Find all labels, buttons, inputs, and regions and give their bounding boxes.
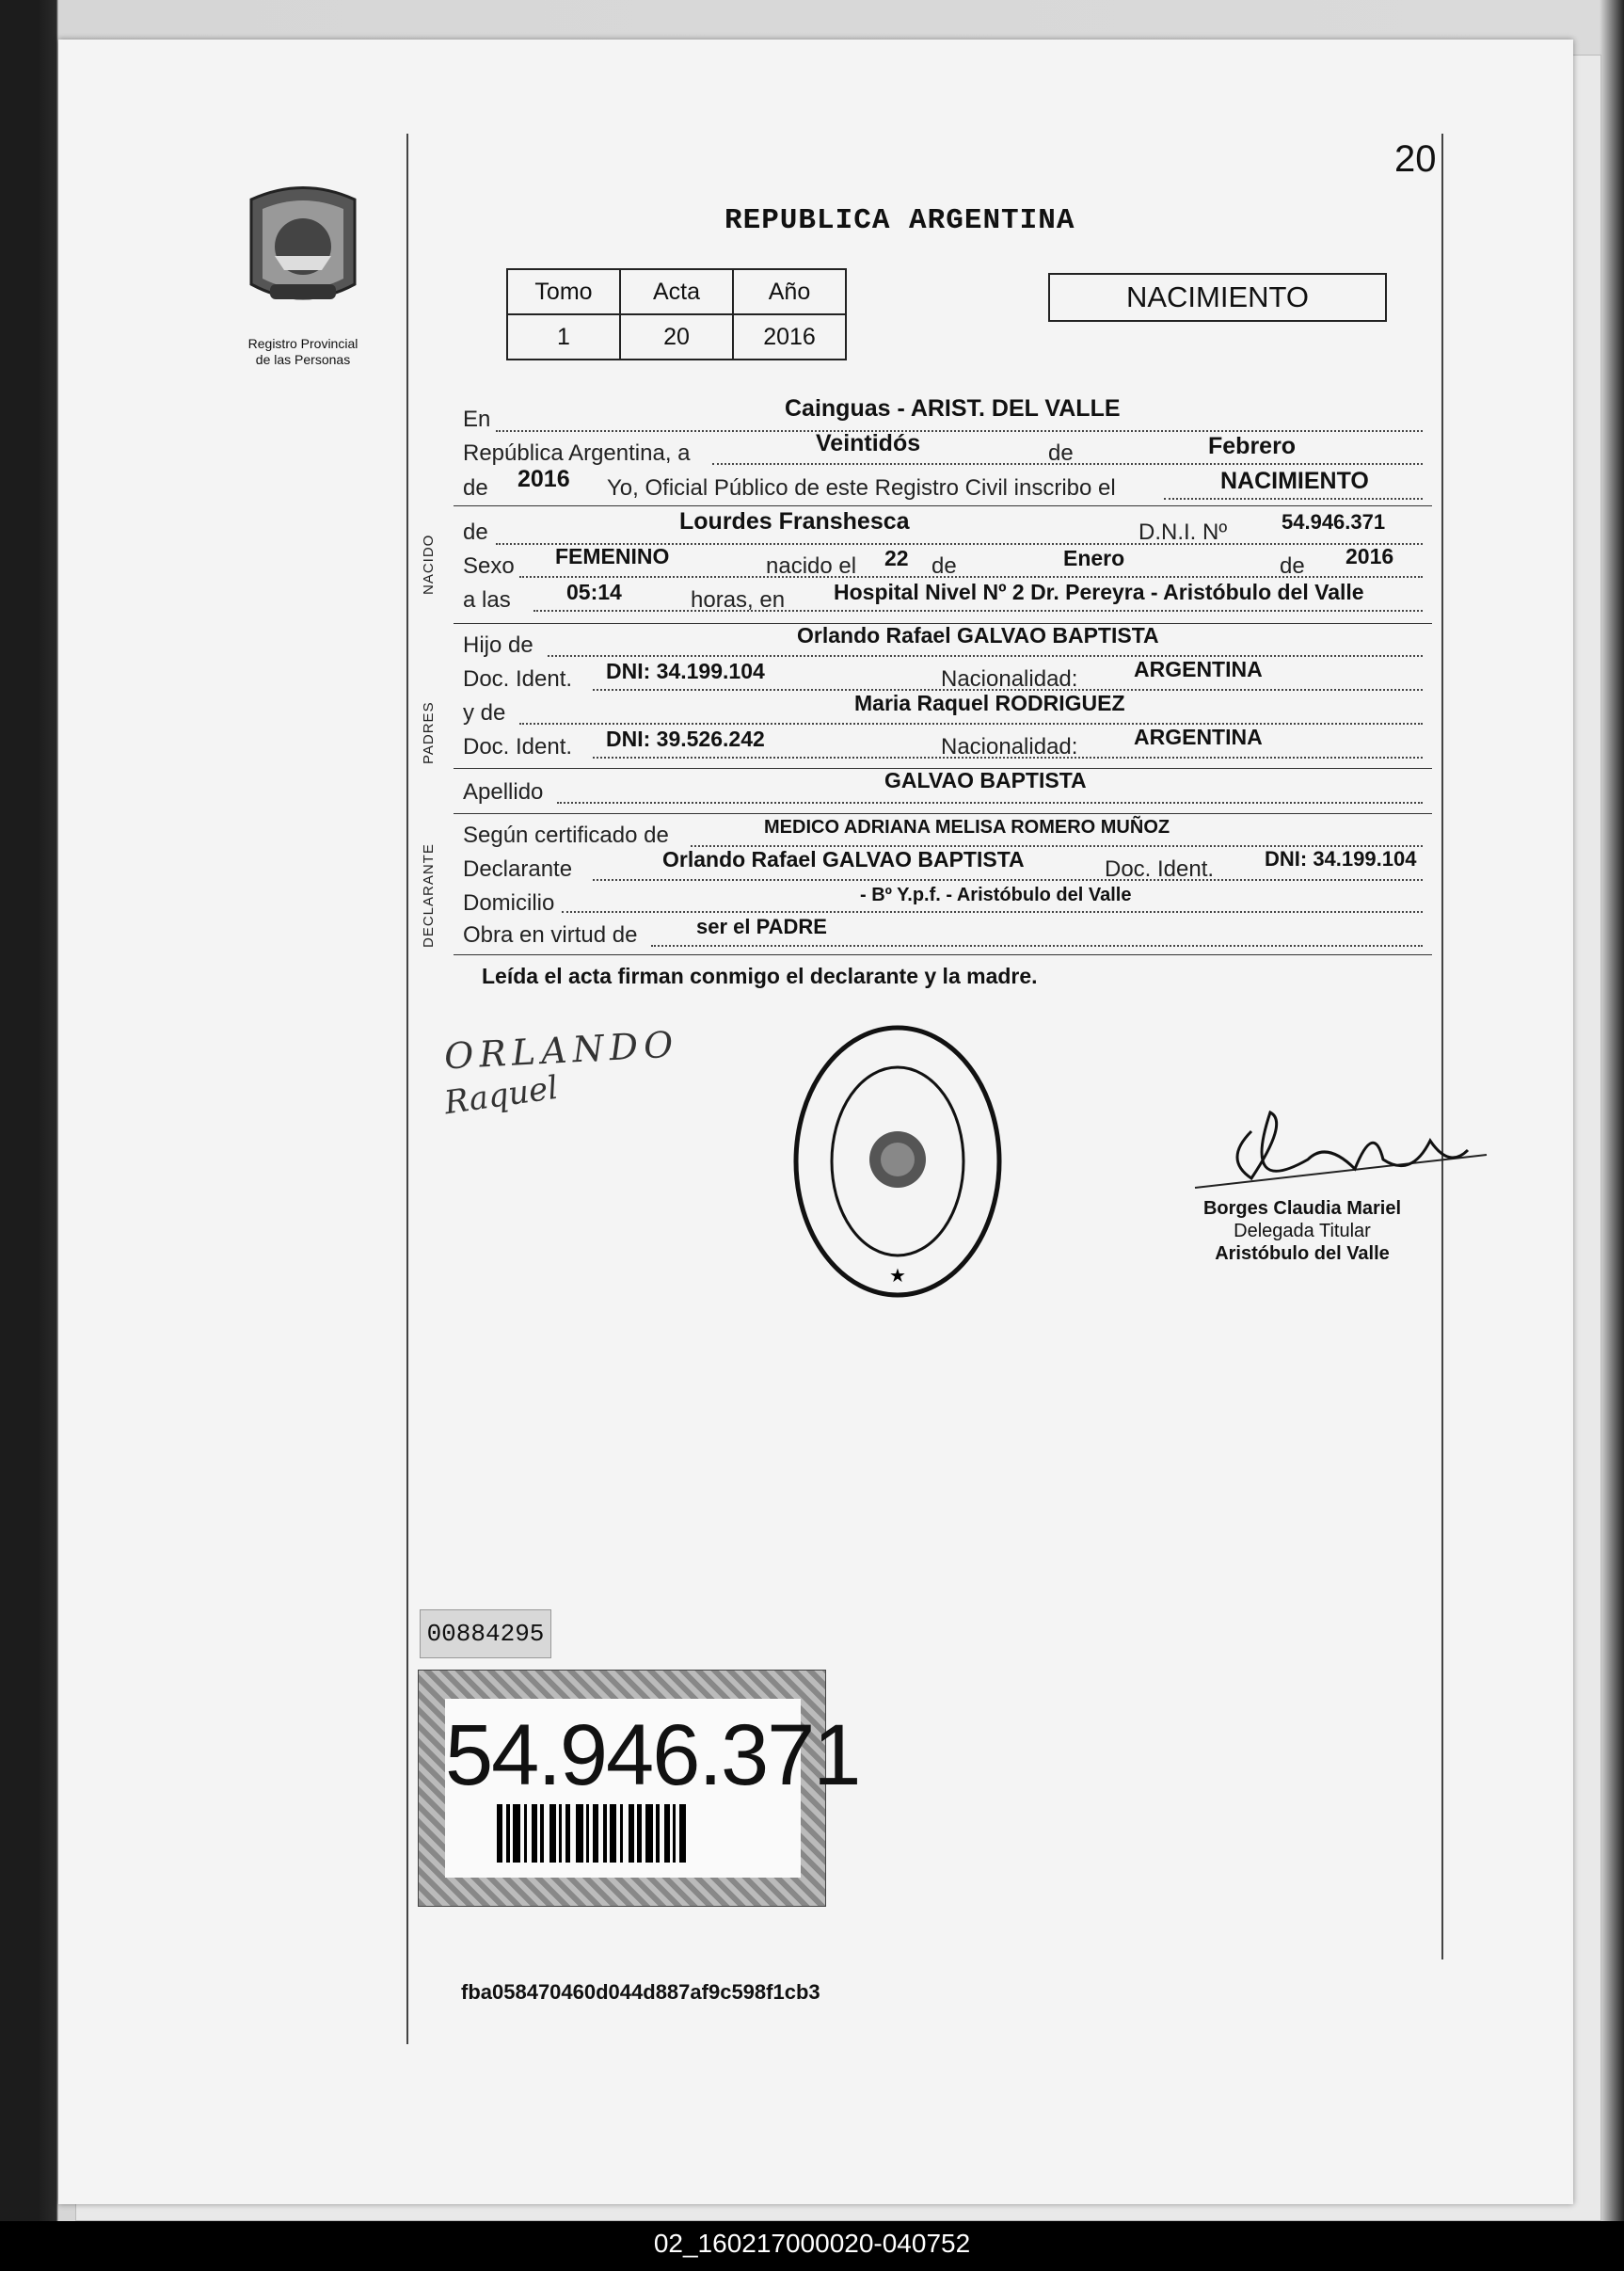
dni-nacido: 54.946.371 [1282,510,1386,534]
hijo-label: Hijo de [463,632,533,658]
footer-filename: 02_160217000020-040752 [653,2229,971,2258]
right-margin-rule [1441,134,1443,1959]
header-title: REPUBLICA ARGENTINA [724,204,1075,237]
doc2-label: Doc. Ident. [1105,856,1215,882]
en-label: En [463,407,491,432]
de5-label: de [1280,553,1305,579]
record-type-box: NACIMIENTO [1048,273,1387,322]
doc-label-madre: Doc. Ident. [463,734,573,760]
svg-text:★: ★ [889,1264,906,1287]
madre-doc: DNI: 39.526.242 [606,727,765,751]
anio-value: 2016 [733,314,846,360]
nombre-nacido: Lourdes Franshesca [679,508,910,535]
anio-inscripcion: 2016 [517,466,570,492]
label-number: 54.946.371 [445,1707,860,1803]
padre-nombre: Orlando Rafael GALVAO BAPTISTA [797,623,1159,648]
domicilio-valor: - Bº Y.p.f. - Aristóbulo del Valle [860,885,1132,905]
seal-caption-1: Registro Provincial [247,336,358,351]
official-stamp [792,1023,1004,1301]
alas-label: a las [463,587,511,613]
acta-value: 20 [620,314,733,360]
doc-label-padre: Doc. Ident. [463,666,573,692]
sexo-label: Sexo [463,553,515,579]
declarante-doc: DNI: 34.199.104 [1265,847,1417,871]
certificado-valor: MEDICO ADRIANA MELISA ROMERO MUÑOZ [764,817,1170,838]
dia-nacimiento: 22 [884,546,909,570]
mes-inscripcion: Febrero [1208,433,1297,459]
madre-nombre: Maria Raquel RODRIGUEZ [854,691,1125,715]
footer-bar [0,2221,1624,2271]
anio-nacimiento: 2016 [1345,544,1394,568]
seal-caption-2: de las Personas [255,352,351,367]
coat-of-arms-icon [242,181,364,350]
left-margin-rule [406,134,408,2044]
domicilio-label: Domicilio [463,890,555,916]
yde-label: y de [463,700,506,726]
misiones-seal [242,181,364,367]
declarante-nombre: Orlando Rafael GALVAO BAPTISTA [662,847,1025,872]
signature-icon [1186,1103,1496,1207]
declarante-section-label: DECLARANTE [421,843,437,948]
oficial-texto: Yo, Oficial Público de este Registro Civil inscribo el [607,475,1116,501]
cert-label: Según certificado de [463,823,669,848]
record-table [506,268,847,360]
nac-label-madre: Nacionalidad: [941,734,1078,760]
obra-label: Obra en virtud de [463,922,638,948]
declarante-label: Declarante [463,856,573,882]
madre-nacionalidad: ARGENTINA [1134,725,1263,749]
tomo-header: Tomo [507,269,620,314]
stamp-icon [792,1023,1004,1301]
horas-label: horas, en [691,587,786,613]
hora-nacimiento: 05:14 [566,580,622,604]
apellido-valor: GALVAO BAPTISTA [884,768,1087,792]
padres-section-label: PADRES [421,701,437,764]
security-label [418,1670,860,1907]
firma-declarante: ORLANDO [443,1023,680,1078]
mes-nacimiento: Enero [1063,546,1125,570]
lugar-inscripcion: Cainguas - ARIST. DEL VALLE [785,395,1121,422]
padre-nacionalidad: ARGENTINA [1134,657,1263,681]
nac-label-padre: Nacionalidad: [941,666,1078,692]
obra-valor: ser el PADRE [696,915,827,938]
control-number: 00884295 [420,1609,551,1658]
de-label: de [1048,440,1074,466]
acta-header: Acta [620,269,733,314]
padre-doc: DNI: 34.199.104 [606,659,765,683]
de4-label: de [931,553,957,579]
document-sheet [58,40,1573,2204]
de2-label: de [463,475,488,501]
leida-texto: Leída el acta firman conmigo el declarante y la madre. [482,964,1038,988]
official-place: Aristóbulo del Valle [1215,1243,1390,1264]
official-name: Borges Claudia Mariel [1202,1198,1402,1219]
inscribo-valor: NACIMIENTO [1220,468,1369,494]
dia-palabras: Veintidós [816,430,921,456]
apellido-label: Apellido [463,779,544,805]
republica-label: República Argentina, a [463,440,691,466]
page-number: 20 [1394,138,1437,180]
document-hash: fba058470460d044d887af9c598f1cb3 [461,1980,820,2004]
anio-header: Año [733,269,846,314]
sexo-valor: FEMENINO [555,544,670,568]
barcode [497,1804,751,1863]
lugar-nacimiento: Hospital Nivel Nº 2 Dr. Pereyra - Aristóbulo del Valle [834,580,1364,604]
official-signature [1186,1103,1496,1207]
nacido-section-label: NACIDO [421,534,437,595]
nacido-el-label: nacido el [766,553,857,579]
firma-madre: Raquel [441,1068,561,1123]
dni-label: D.N.I. Nº [1138,520,1228,545]
de3-label: de [463,520,488,545]
official-title: Delegada Titular [1234,1221,1371,1241]
tomo-value: 1 [507,314,620,360]
